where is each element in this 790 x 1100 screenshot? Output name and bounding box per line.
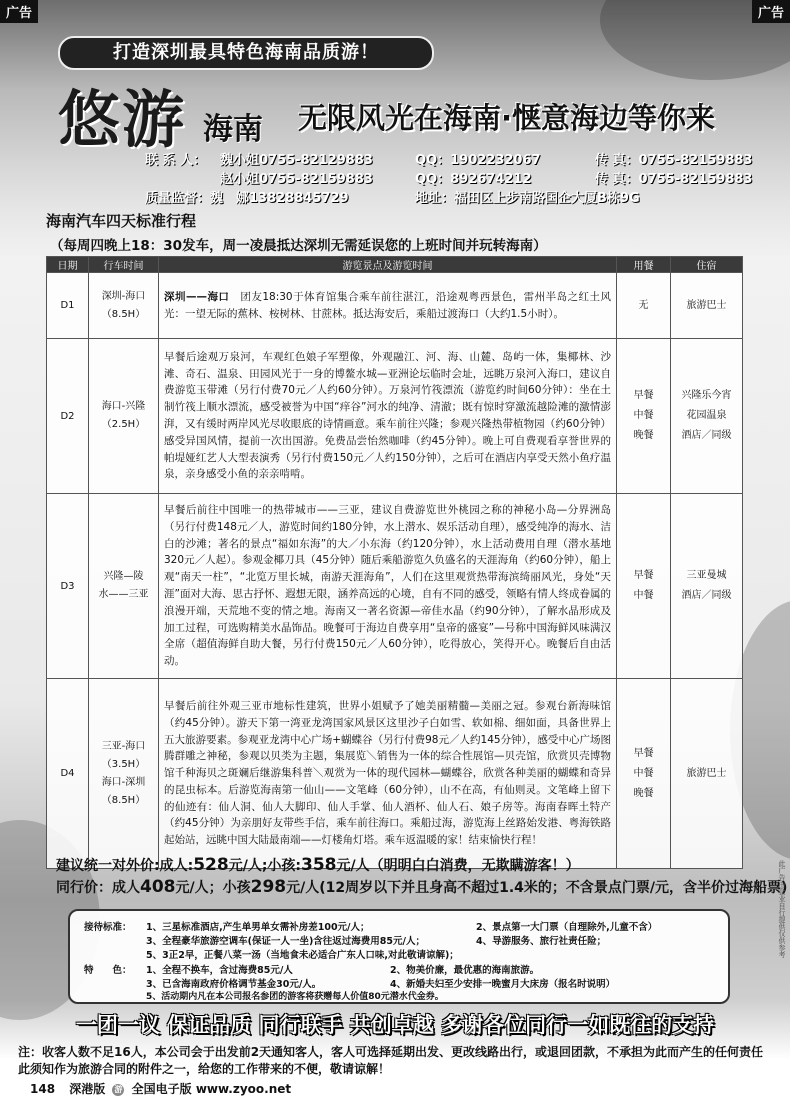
route-text: 海口-深圳 (101, 776, 146, 788)
route-text: 兴隆—陵 (103, 571, 144, 582)
top-slogan: 打造深圳最具特色海南品质游！ (58, 36, 434, 70)
ad-tag-left: 广告 (0, 0, 38, 23)
standard-item: 3、全程豪华旅游空调车(保证一人一坐)含往返过海费用85元/人； (146, 936, 425, 947)
contact-2: 赵小姐0755-82159883 (220, 172, 373, 187)
route-text: 三亚-海口 (101, 740, 146, 752)
page-number: 148 (30, 1082, 56, 1096)
features-label: 特 色： (84, 965, 132, 976)
quality-supervisor: 质量监督：魏 娜13828845729 (145, 191, 349, 206)
price-label: 元/人;小孩: (228, 858, 302, 874)
meal-item: 早餐 (633, 747, 654, 759)
table-row-d2 (47, 339, 743, 494)
route-hours: （8.5H） (101, 308, 146, 320)
hotel-line: 旅游巴士 (686, 299, 727, 311)
meal-item: 早餐 (633, 390, 654, 401)
hotel-line: 兴隆乐今宵 (681, 390, 732, 401)
hotel-line: 花园温泉 (686, 410, 727, 421)
col-header-itinerary: 游览景点及游览时间 (159, 257, 617, 273)
table-row-d1 (47, 273, 743, 339)
page-footer (30, 1080, 291, 1097)
contact-1: 魏小姐0755-82129883 (220, 153, 373, 168)
feature-item: 4、新婚夫妇至少安排一晚蜜月大床房（报名时说明） (390, 979, 616, 990)
price-label: 元/人；小孩 (175, 880, 251, 896)
price-note: 元/人(12周岁以下并且身高不超过1.4米的；不含景点门票/元，含半价过海船票) (286, 880, 788, 896)
route-cell (89, 339, 159, 494)
feature-item: 1、全程不换车，含过海费85元/人 (146, 965, 293, 976)
itinerary-cell (159, 339, 617, 494)
contact-label: 联 系 人： (145, 153, 207, 168)
meal-cell (617, 494, 671, 679)
itinerary-text: 早餐后途观万泉河，车观红色娘子军塑像，外观融江、河、海、山麓、岛屿一体，集椰林、沙滩、奇石、温泉、田园风光于一身的博鳌水城—亚洲论坛临时会址，远眺万泉河入海口，建议自费游览玉带滩（另行付费70元／人约60分钟）。万泉河竹筏漂流（游览约时间60分钟）：坐在土制竹筏上顺水漂流，感受被誉为中国“痒谷”河水的纯净、清澈；既有惊时穿激流越险滩的激情澎湃，又有缓时两岸风光尽收眼底的诗情画意。乘车前往兴隆；参观兴隆热带植物园（约60分钟）感受异国风情，提前一次出国游。免费品尝怡然咖啡（约45分钟）。晚上可自费观看享誉世界的帕堤娅红艺人大型表演秀（另行付费150元／人约150分钟），之后可在酒店内享受天然小鱼疗温泉，亲身感受小鱼的亲亲啃啃。 (164, 350, 611, 481)
day-cell: D1 (47, 273, 89, 339)
qq-2: QQ：892674212 (415, 172, 532, 187)
meal-item: 早餐 (633, 570, 654, 581)
route-hours: （2.5H） (101, 419, 146, 430)
meal-item: 中餐 (633, 410, 654, 421)
route-text: 海口-兴隆 (101, 401, 146, 412)
itinerary-table (46, 256, 743, 869)
meal-item: 晚餐 (633, 430, 654, 441)
itinerary-cell (159, 679, 617, 869)
publication-logo-icon: 游 (114, 1084, 123, 1094)
child-trade-price: 298 (250, 877, 287, 897)
col-header-hotel: 住宿 (671, 257, 743, 273)
col-header-route: 行车时间 (89, 257, 159, 273)
child-retail-price: 358 (301, 855, 337, 875)
address: 地址：福田区上步南路国企大厦B栋9G (415, 191, 640, 206)
meal-item: 无 (638, 299, 649, 311)
price-block (56, 855, 787, 899)
retail-price-line (56, 855, 787, 877)
route-subtitle: （每周四晚上18：30发车，周一凌晨抵达深圳无需延误您的上班时间并玩转海南） (50, 238, 547, 254)
ad-tag-right: 广告 (752, 0, 790, 23)
price-note: 元/人（明明白白消费，无欺瞒游客！） (336, 858, 580, 874)
itinerary-text: 团友18:30于体育馆集合乘车前往湛江，沿途观粤西景色，雷州半岛之红土风光：一望无际的蕉林、桉树林、甘蔗林。抵达海安后，乘船过渡海口（大约1.5小时）。 (164, 290, 612, 320)
feature-item: 5、活动期内凡在本公司报名参团的游客将获赠每人价值80元潜水代金券。 (146, 992, 444, 1002)
fax-1: 传 真：0755-82159883 (595, 153, 753, 168)
price-label: 同行价：成人 (56, 880, 140, 896)
hotel-cell (671, 494, 743, 679)
table-header-row (47, 257, 743, 273)
route-text: 深圳-海口 (101, 290, 146, 302)
feature-item: 3、已含海南政府价格调节基金30元/人。 (146, 979, 322, 990)
brand-sub-text: 海南 (203, 112, 263, 147)
route-hours: 水——三亚 (98, 589, 149, 600)
col-header-date: 日期 (47, 257, 89, 273)
standard-item: 1、三星标准酒店,产生单男单女需补房差100元/人； (146, 922, 370, 933)
hotel-line: 三亚曼城 (686, 570, 727, 581)
contact-block (145, 149, 775, 206)
headline: 无限风光在海南·惬意海边等你来 (298, 101, 716, 135)
hotel-line: 酒店／同级 (681, 430, 732, 441)
route-cell (89, 679, 159, 869)
brand-logo-text: 悠游 (58, 83, 187, 156)
online-edition: 全国电子版 www.zyoo.net (131, 1082, 292, 1096)
route-hours: （8.5H） (101, 794, 146, 806)
hotel-line: 旅游巴士 (686, 767, 727, 779)
hotel-cell (671, 339, 743, 494)
hotel-cell (671, 273, 743, 339)
standard-item: 2、景点第一大门票（自理除外,儿童不含） (476, 922, 658, 933)
standard-item: 5、3正2早，正餐八菜一汤（当地食未必适合广东人口味,对此敬请谅解)； (146, 950, 459, 961)
feature-item: 2、物美价廉，最优惠的海南旅游。 (390, 965, 540, 976)
edition-name: 深港版 (69, 1082, 106, 1096)
standard-item: 4、导游服务、旅行社责任险； (476, 936, 607, 947)
route-cell (89, 494, 159, 679)
day-cell: D4 (47, 679, 89, 869)
qq-1: QQ：1902232067 (415, 153, 541, 168)
day-cell: D2 (47, 339, 89, 494)
table-row-d4 (47, 679, 743, 869)
meal-cell (617, 679, 671, 869)
itinerary-text: 早餐后前往中国唯一的热带城市——三亚，建议自费游览世外桃园之称的神秘小岛—分界洲岛（另行付费148元／人，游览时间约180分钟，水上潜水、娱乐活动自理），感受纯净的海水、洁白的沙滩；著名的景点“福如东海”的大／小东海（约120分钟），水上活动费用自理（潜水基地320元／人起）。参观金椰刀具（45分钟）随后乘船游览久负盛名的天涯海角（约60分钟），船上观“南天一柱”，“北览万里长城，南游天涯海角”，人们在这里观赏热带海滨绮丽风光，身处“天涯”面对大海、思古抒怀、遐想无限，涵养高远的心境，自有不同的感受，领略有情人终成眷属的浪漫开端，天荒地不变的情之地。海南又一著名资源—帝佳水晶（约90分钟），了解水晶形成及加工过程，可选购精美水晶饰品。晚餐可于海边自费享用“皇帝的盛宴”—号称中国海鲜风味满汉全席（超值海鲜自助大餐，另行付费150元／人60分钟），吃得放心，笑得开心。晚餐后自由活动。 (164, 504, 611, 668)
route-hours: （3.5H） (101, 758, 146, 770)
hotel-line: 酒店／同级 (681, 590, 732, 601)
trade-price-line (56, 877, 787, 899)
meal-cell (617, 273, 671, 339)
route-cell (89, 273, 159, 339)
notice-text: 注：收客人数不足16人，本公司会于出发前2天通知客人，客人可选择延期出发、更改线路出行，或退回团款，不承担为此而产生的任何责任此须知作为旅游合同的附件之一，给您的工作带来的不便，敬请谅解！ (18, 1045, 764, 1076)
itinerary-cell (159, 494, 617, 679)
meal-item: 中餐 (633, 590, 654, 601)
col-header-meals: 用餐 (617, 257, 671, 273)
meal-item: 中餐 (633, 767, 654, 779)
adult-retail-price: 528 (193, 855, 229, 875)
bottom-banner: 一团一议 保证品质 同行联手 共创卓越 多谢各位同行一如既往的支持 (75, 1013, 715, 1037)
hotel-cell (671, 679, 743, 869)
itinerary-highlight: 深圳——海口 (164, 290, 230, 303)
adult-trade-price: 408 (140, 877, 176, 897)
meal-item: 晚餐 (633, 787, 654, 799)
day-cell: D3 (47, 494, 89, 679)
meal-cell (617, 339, 671, 494)
itinerary-text: 早餐后前往外观三亚市地标性建筑，世界小姐赋予了她美丽精髓—美丽之冠。参观台新海味馆（约45分钟）。游天下第一湾亚龙湾国家风景区这里沙子白如雪、软如棉、细如面，具备世界上五大旅游要素。参观亚龙湾中心广场+蝴蝶谷（另行付费98元／人约145分钟），感受中心广场图腾群雕之神秘，参观以贝类为主题，集展览＼销售为一体的综合性展馆—贝壳馆，欣赏贝壳博物馆千种海贝之斑斓后继游集科普＼观赏为一体的现代园林—蝴蝶谷，欣赏各种美丽的蝴蝶和奇异的昆虫标本。后游览海南第一仙山——文笔峰（60分钟），山不在高，有仙则灵。文笔峰上留下的仙迹有：仙人洞、仙人大脚印、仙人手掌、仙人酒杯、仙人石、娘子房等。海南春晖土特产（约45分钟）为亲朋好友带些手信，乘车前往海口。乘船过海，游览海上丝路始发港、粤海铁路起始站，远眺中国大陆最南端——灯楼角灯塔。乘车返温暖的家！结束愉快行程！ (164, 699, 611, 847)
route-title: 海南汽车四天标准行程 (46, 212, 197, 230)
vertical-disclaimer: 此广告由企业自行提供仅供参考 (778, 860, 786, 958)
table-row-d3 (47, 494, 743, 679)
itinerary-cell (159, 273, 617, 339)
service-standards-box (68, 909, 730, 1004)
price-label: 建议统一对外价:成人: (56, 858, 194, 874)
standards-label: 接待标准： (84, 922, 132, 933)
fax-2: 传 真：0755-82159883 (595, 172, 753, 187)
